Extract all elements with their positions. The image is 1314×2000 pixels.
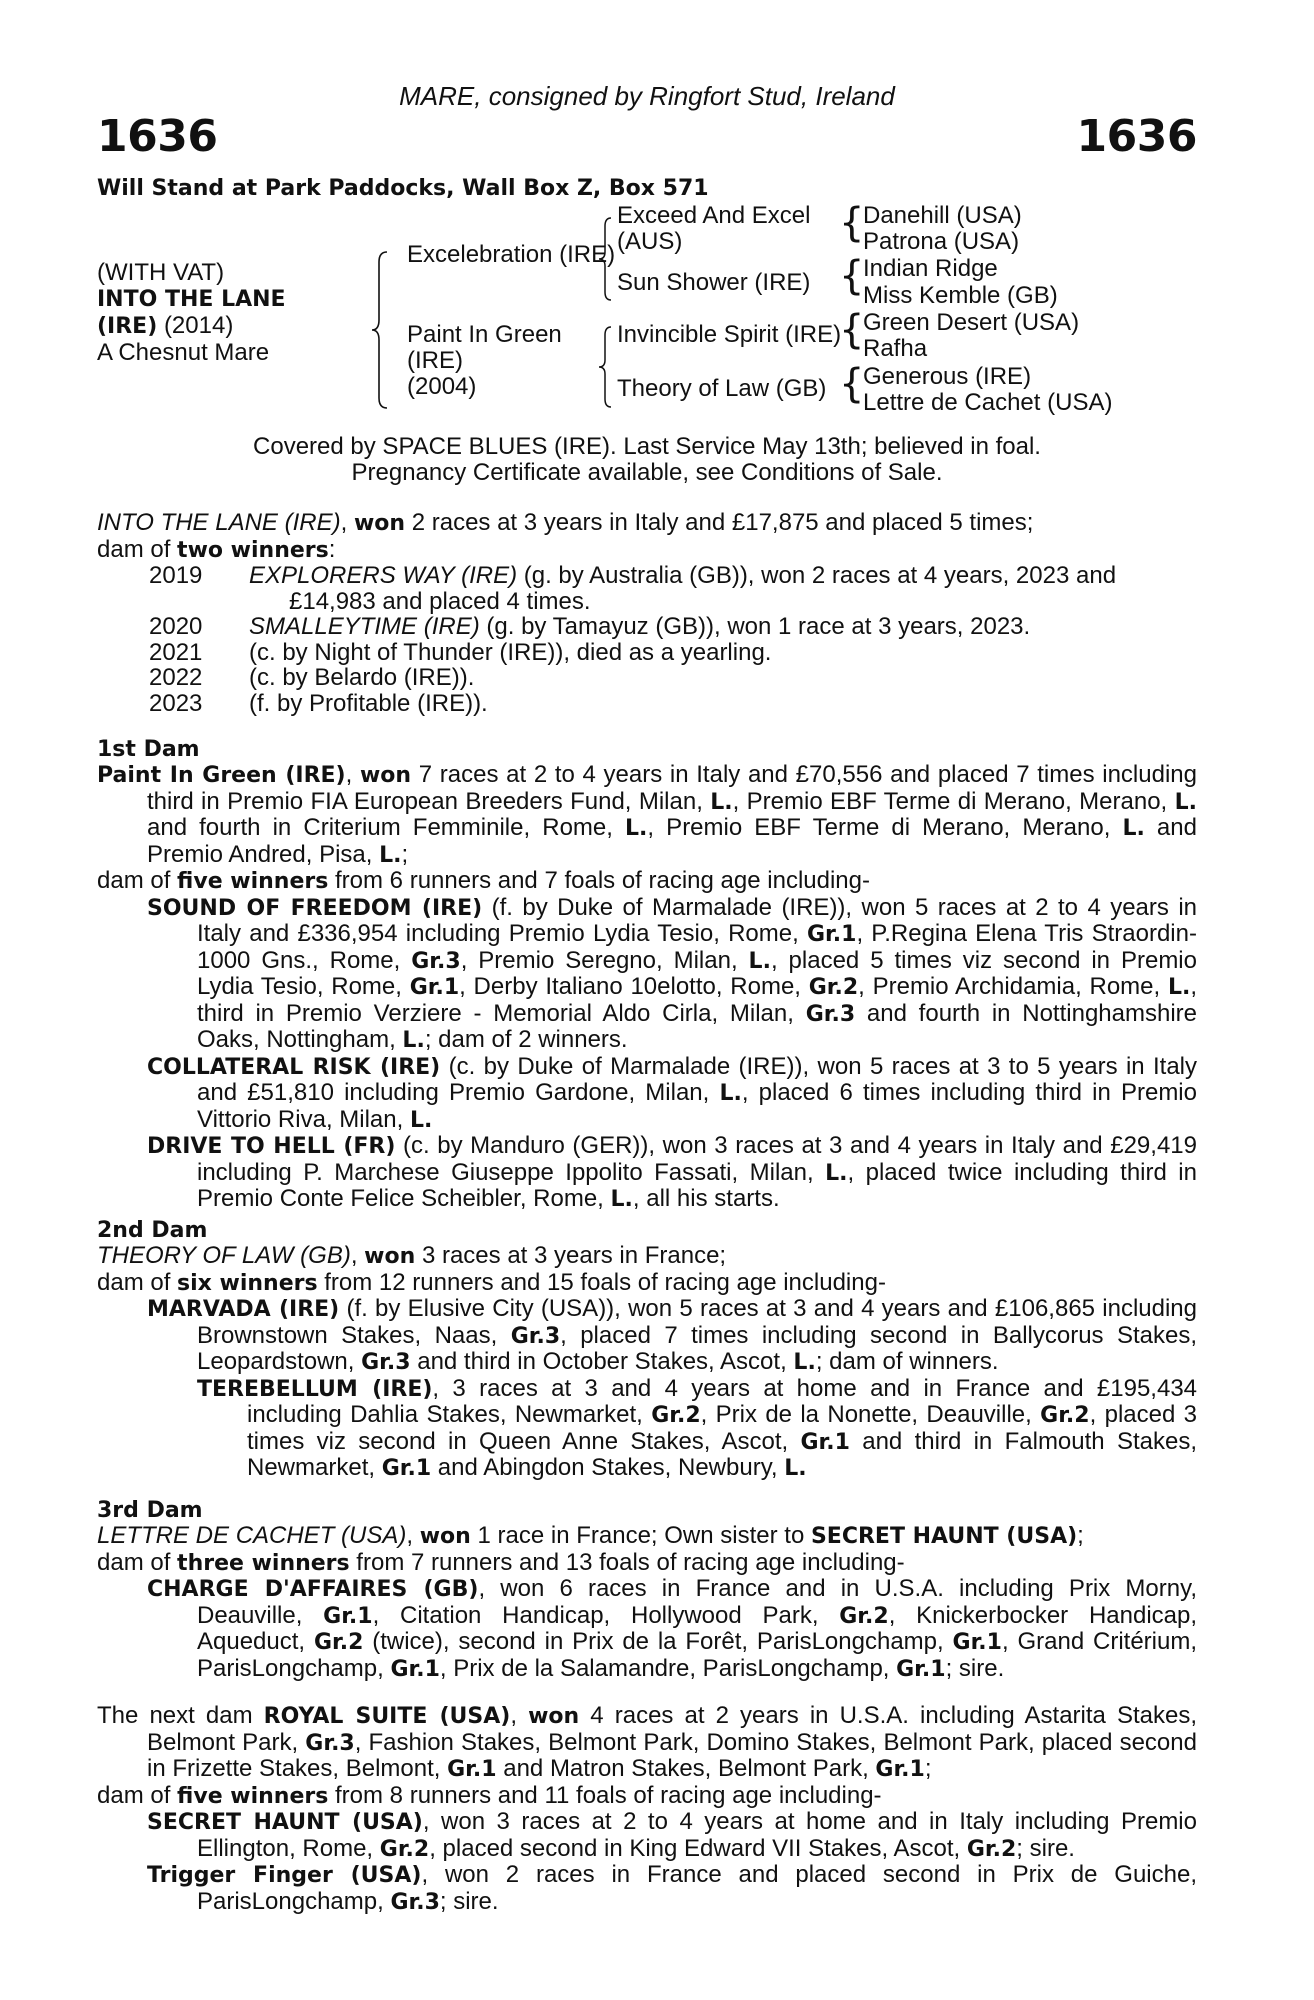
dam-brace	[597, 325, 613, 409]
sire-brace	[597, 216, 613, 302]
horse-description: A Chesnut Mare	[97, 339, 270, 366]
produce-text: (f. by Profitable (IRE)).	[249, 689, 488, 717]
produce-text: (g. by Australia (GB)), won 2 races at 4 years, 2023 and	[517, 562, 1117, 589]
grade-badge: L.	[1122, 816, 1145, 841]
stand-location: Will Stand at Park Paddocks, Wall Box Z, Box 571	[97, 176, 709, 201]
offspring-text: , Prix de la Nonette, Deauville,	[700, 1401, 1041, 1428]
produce-text: (g. by Tamayuz (GB)), won 1 race at 3 years, 2023.	[479, 613, 1031, 640]
first-dam-text: , Premio EBF Terme di Merano, Merano,	[732, 787, 1175, 815]
second-dam-title: 2nd Dam	[97, 1218, 208, 1243]
offspring-name: Trigger Finger (USA)	[147, 1863, 422, 1888]
dam-sire-dam: Rafha	[863, 335, 928, 362]
record-name: INTO THE LANE (IRE)	[97, 509, 341, 536]
record-text: 2 races at 3 years in Italy and £17,875 and placed 5 times;	[405, 509, 1034, 536]
dam-of-winners: five winners	[177, 869, 329, 894]
offspring-text: and fourth in Nottinghamshire Oaks, Nottingham,	[197, 999, 1198, 1053]
first-dam-text: ;	[401, 840, 409, 868]
second-dam-won: won	[364, 1244, 416, 1269]
produce-row	[97, 665, 1197, 691]
sire: Excelebration (IRE)	[407, 241, 616, 268]
dam-of-label: dam of	[97, 867, 178, 894]
dam-sire-sire: Green Desert (USA)	[863, 309, 1080, 336]
sire-sire-line: Exceed And Excel	[617, 202, 811, 229]
dam-name	[407, 322, 562, 400]
offspring-text: , Premio Seregno, Milan,	[460, 946, 749, 974]
grade-badge: L.	[719, 1081, 742, 1106]
offspring-text: , Grand Critérium, ParisLongchamp,	[197, 1628, 1198, 1682]
grade-badge: Gr.1	[390, 1656, 440, 1682]
dam-of-winners: five winners	[177, 1783, 329, 1809]
dam-of-winners: two winners	[177, 537, 329, 563]
second-dam-section: 2nd Dam THEORY OF LAW (GB), won 3 races at 3 years in France; dam of six winners from 12 runners and 15 foals of racing age including- MARVADA (IRE) (f. by Elusive City (USA)), won 5 races at 3 and 4 years and £106,865 including Brownstown Stakes, Naas, Gr.3, placed 7 times including second in Ballycorus Stakes, Leopardstown, Gr.3 and third in October Stakes, Ascot, L.; dam of winners. TEREBELLUM (IRE), 3 races at 3 and 4 years at home and in France and £195,434 including Dahlia Stakes, Newmarket, Gr.2, Prix de la Nonette, Deauville, Gr.2, placed 3 times viz second in Queen Anne Stakes, Ascot, Gr.1 and third in Falmouth Stakes, Newmarket, Gr.1 and Abingdon Stakes, Newbury, L.	[97, 1218, 1198, 1481]
offspring-text: , Citation Handicap, Hollywood Park,	[372, 1601, 840, 1629]
grade-badge: Gr.1	[409, 975, 460, 1000]
offspring-name: SOUND OF FREEDOM (IRE)	[147, 895, 483, 921]
dam-dam: Theory of Law (GB)	[617, 375, 827, 402]
offspring-text: (f. by Elusive City (USA)), won 5 races at 3 and 4 years and £106,865 including Brownstown Stakes, Naas,	[197, 1295, 1197, 1349]
first-dam-won: won	[359, 763, 412, 788]
consignor-line: MARE, consigned by Ringfort Stud, Ireland	[399, 81, 895, 111]
next-dam-label: The next dam	[97, 1702, 264, 1729]
offspring-text: ; dam of winners.	[815, 1348, 999, 1375]
horse-year: (2014)	[163, 312, 234, 339]
produce-year: 2021	[149, 638, 203, 666]
produce-name: SMALLEYTIME (IRE)	[249, 613, 480, 640]
third-dam-text: ;	[1077, 1522, 1084, 1549]
grade-badge: Gr.2	[313, 1630, 364, 1655]
pregnancy-line: Pregnancy Certificate available, see Conditions of Sale.	[351, 458, 943, 486]
offspring-text: , won 3 races at 2 to 4 years at home and in Italy including Premio Ellington, Rome,	[197, 1808, 1197, 1862]
offspring-text: , Prix de la Salamandre, ParisLongchamp,	[439, 1654, 897, 1682]
produce-text: (c. by Night of Thunder (IRE)), died as a yearling.	[249, 638, 772, 666]
gen3-brace-3: {	[839, 307, 865, 353]
produce-details	[249, 665, 1197, 691]
offspring-text: (twice), second in Prix de la Forêt, ParisLongchamp,	[363, 1628, 953, 1655]
offspring-text: , placed 6 times including third in Premio Vittorio Riva, Milan,	[197, 1079, 1197, 1133]
offspring-text: , 3 races at 3 and 4 years at home and in France and £195,434 including Dahlia Stakes, Newmarket,	[247, 1374, 1198, 1428]
offspring-text: , placed 7 times including second in Ballycorus Stakes, Leopardstown,	[197, 1321, 1197, 1375]
offspring-text: (c. by Manduro (GER)), won 3 races at 3 and 4 years in Italy and £29,419 including P. Marchese Giuseppe Ippolito Fassati, Milan,	[197, 1132, 1197, 1186]
offspring-text: , placed twice including third in Premio Conte Felice Scheibler, Rome,	[197, 1158, 1197, 1212]
offspring-text: ; sire.	[1016, 1834, 1075, 1862]
grade-badge: Gr.1	[896, 1656, 946, 1682]
offspring-text: , third in Premio Verziere - Memorial Aldo Cirla, Milan,	[197, 973, 1198, 1027]
grade-badge: L.	[625, 816, 648, 841]
next-dam-text: and Matron Stakes, Belmont Park,	[496, 1755, 876, 1782]
offspring-name: SECRET HAUNT (USA)	[147, 1810, 423, 1835]
subject-block	[97, 260, 337, 366]
produce-details	[249, 691, 1197, 717]
next-dam-won: won	[528, 1704, 580, 1729]
third-dam-won: won	[419, 1524, 471, 1549]
dam-dam-sire: Generous (IRE)	[863, 363, 1032, 390]
second-dam-text: 3 races at 3 years in France;	[415, 1242, 727, 1269]
offspring-text: and third in Falmouth Stakes, Newmarket,	[247, 1427, 1197, 1481]
grade-badge: Gr.3	[805, 1001, 856, 1027]
grade-badge: Gr.2	[808, 975, 859, 1000]
dam-of-text: from 8 runners and 11 foals of racing age including-	[328, 1781, 882, 1809]
horse-country: (IRE)	[97, 314, 158, 339]
lot-number-right: 1636	[1076, 111, 1197, 162]
offspring-name: DRIVE TO HELL (FR)	[147, 1134, 396, 1159]
offspring-name: COLLATERAL RISK (IRE)	[147, 1054, 441, 1080]
grade-badge: Gr.2	[651, 1403, 701, 1428]
next-dam-text: ;	[924, 1755, 932, 1782]
gen3-brace-1: {	[839, 200, 865, 246]
produce-list	[97, 563, 1197, 716]
next-dam-name: ROYAL SUITE (USA)	[263, 1704, 511, 1729]
produce-details	[249, 614, 1197, 640]
offspring-text: , Premio Archidamia, Rome,	[858, 973, 1168, 1000]
produce-details	[249, 563, 1197, 614]
first-dam-title: 1st Dam	[97, 737, 200, 762]
horse-name: INTO THE LANE	[97, 287, 286, 312]
grade-badge: L.	[409, 1107, 433, 1133]
dam-line: Paint In Green	[407, 321, 562, 348]
first-dam-text: and Premio Andred, Pisa,	[147, 814, 1197, 868]
produce-row	[97, 614, 1197, 640]
next-dam-text: , Fashion Stakes, Belmont Park, Domino Stakes, Belmont Park, placed second in Frizette Stakes, Belmont,	[147, 1728, 1197, 1782]
grade-badge: L.	[379, 842, 402, 868]
produce-row	[97, 640, 1197, 666]
offspring-text: , Knickerbocker Handicap, Aqueduct,	[197, 1601, 1198, 1655]
produce-name: EXPLORERS WAY (IRE)	[249, 562, 518, 589]
offspring-text: , Derby Italiano 10elotto, Rome,	[459, 973, 809, 1000]
gen3-brace-2: {	[839, 253, 865, 299]
grade-badge: Gr.1	[875, 1757, 925, 1782]
grand-offspring-name: TEREBELLUM (IRE)	[197, 1376, 433, 1402]
first-dam-text: , Premio EBF Terme di Merano, Merano,	[647, 814, 1123, 841]
sire-sire-dam: Patrona (USA)	[863, 228, 1020, 255]
grade-badge: L.	[1167, 975, 1191, 1000]
offspring-name: CHARGE D'AFFAIRES (GB)	[147, 1577, 479, 1602]
covered-line: Covered by SPACE BLUES (IRE). Last Service May 13th; believed in foal.	[253, 433, 1041, 460]
offspring-text: , won 2 races in France and placed second in Prix de Guiche, ParisLongchamp,	[197, 1861, 1197, 1915]
grade-badge: L.	[825, 1160, 848, 1186]
vat-note: (WITH VAT)	[97, 259, 225, 286]
offspring-text: ; sire.	[945, 1654, 1005, 1682]
dam-year: (2004)	[407, 373, 477, 400]
grade-badge: Gr.1	[952, 1630, 1002, 1655]
first-dam-name: Paint In Green (IRE)	[97, 763, 346, 788]
produce-text: (c. by Belardo (IRE)).	[249, 664, 475, 691]
grade-badge: L.	[748, 948, 771, 974]
grade-badge: Gr.3	[411, 948, 461, 974]
first-dam-text: and fourth in Criterium Femminile, Rome,	[147, 814, 626, 841]
grade-badge: Gr.3	[305, 1730, 355, 1756]
grade-badge: L.	[784, 1456, 807, 1481]
third-dam-name: LETTRE DE CACHET (USA)	[97, 1522, 407, 1549]
dam-country: (IRE)	[407, 347, 463, 374]
produce-year: 2020	[149, 613, 203, 640]
offspring-text: , placed 3 times viz second in Queen Anne Stakes, Ascot,	[247, 1401, 1198, 1455]
dam-of-label: dam of	[97, 1548, 178, 1576]
dam-of-label: dam of	[97, 1268, 178, 1296]
grade-badge: Gr.1	[807, 922, 857, 947]
offspring-text: , placed second in King Edward VII Stakes, Ascot,	[429, 1834, 967, 1862]
first-dam-section: 1st Dam Paint In Green (IRE), won 7 races at 2 to 4 years in Italy and £70,556 and placed 7 times including third in Premio FIA European Breeders Fund, Milan, L., Premio EBF Terme di Merano, Merano, L. and fourth in Criterium Femminile, Rome, L., Premio EBF Terme di Merano, Merano, L. and Premio Andred, Pisa, L.; dam of five winners from 6 runners and 7 foals of racing age including- SOUND OF FREEDOM (IRE) (f. by Duke of Marmalade (IRE)), won 5 races at 2 to 4 years in Italy and £336,954 including Premio Lydia Tesio, Rome, Gr.1, P.Regina Elena Tris Straordin-1000 Gns., Rome, Gr.3, Premio Seregno, Milan, L., placed 5 times viz second in Premio Lydia Tesio, Rome, Gr.1, Derby Italiano 10elotto, Rome, Gr.2, Premio Archidamia, Rome, L., third in Premio Verziere - Memorial Aldo Cirla, Milan, Gr.3 and fourth in Nottinghamshire Oaks, Nottingham, L.; dam of 2 winners. COLLATERAL RISK (IRE) (c. by Duke of Marmalade (IRE)), won 5 races at 3 to 5 years in Italy and £51,810 including Premio Gardone, Milan, L., placed 6 times including third in Premio Vittorio Riva, Milan, L. DRIVE TO HELL (FR) (c. by Manduro (GER)), won 3 races at 3 and 4 years in Italy and £29,419 including P. Marchese Giuseppe Ippolito Fassati, Milan, L., placed twice including third in Premio Conte Felice Scheibler, Rome, L., all his starts.	[97, 737, 1198, 1212]
own-record: INTO THE LANE (IRE), won 2 races at 3 years in Italy and £17,875 and placed 5 times; dam of two winners: 2019 EXPLORERS WAY (IRE) (g. by Australia (GB)), won 2 races at 4 years, 2023 and £14,983 and placed 4 times. 2020 SMALLEYTIME (IRE) (g. by Tamayuz (GB)), won 1 race at 3 years, 2023. 2021 (c. by Night of Thunder (IRE)), died as a yearling. 2022 (c. by Belardo (IRE)). 2023 (f. by Profitable (IRE)).	[97, 510, 1197, 716]
lot-number-left: 1636	[97, 111, 218, 162]
dam-of-text: from 7 runners and 13 foals of racing age including-	[349, 1548, 905, 1576]
record-won: won	[353, 511, 406, 536]
dam-of-colon: :	[328, 535, 336, 563]
dam-of-text: from 6 runners and 7 foals of racing age including-	[328, 867, 870, 894]
offspring-text: , won 6 races in France and in U.S.A. including Prix Morny, Deauville,	[197, 1575, 1197, 1629]
grade-badge: Gr.2	[379, 1836, 430, 1862]
third-dam-text: 1 race in France; Own sister to	[470, 1522, 811, 1549]
produce-year: 2019	[149, 562, 203, 589]
offspring-text: , all his starts.	[632, 1185, 780, 1212]
grade-badge: Gr.2	[966, 1836, 1017, 1862]
pedigree-brace	[369, 250, 391, 410]
dam-of-text: from 12 runners and 15 foals of racing age including-	[317, 1268, 886, 1296]
dam-dam-dam: Lettre de Cachet (USA)	[863, 389, 1113, 416]
grade-badge: L.	[1174, 789, 1197, 815]
produce-details	[249, 640, 1197, 666]
third-dam-title: 3rd Dam	[97, 1498, 203, 1523]
grade-badge: Gr.2	[1040, 1403, 1090, 1428]
grade-badge: L.	[710, 789, 733, 815]
dam-of-winners: three winners	[177, 1550, 350, 1576]
dam-of-label: dam of	[97, 1781, 178, 1809]
grade-badge: L.	[610, 1187, 633, 1212]
grade-badge: L.	[793, 1350, 816, 1375]
grade-badge: Gr.3	[390, 1889, 440, 1915]
second-dam-name: THEORY OF LAW (GB)	[97, 1242, 351, 1269]
grade-badge: Gr.3	[361, 1350, 411, 1375]
produce-row	[97, 563, 1197, 614]
produce-year: 2023	[149, 689, 203, 717]
first-dam-text: 7 races at 2 to 4 years in Italy and £70,556 and placed 7 times including third in Premio FIA European Breeders Fund, Milan,	[147, 761, 1197, 815]
offspring-text: ; sire.	[439, 1887, 499, 1915]
gen3-brace-4: {	[839, 361, 865, 407]
offspring-text: and third in October Stakes, Ascot,	[410, 1348, 794, 1375]
sire-sire-sire: Danehill (USA)	[863, 202, 1022, 229]
offspring-text: ; dam of 2 winners.	[424, 1026, 628, 1053]
next-dam-text: 4 races at 2 years in U.S.A. including Astarita Stakes, Belmont Park,	[147, 1702, 1198, 1756]
offspring-text: and Abingdon Stakes, Newbury,	[431, 1454, 785, 1481]
offspring-text: , P.Regina Elena Tris Straordin-1000 Gns., Rome,	[197, 920, 1197, 974]
next-dam-section: The next dam ROYAL SUITE (USA), won 4 races at 2 years in U.S.A. including Astarita Stakes, Belmont Park, Gr.3, Fashion Stakes, Belmont Park, Domino Stakes, Belmont Park, placed second in Frizette Stakes, Belmont, Gr.1 and Matron Stakes, Belmont Park, Gr.1; dam of five winners from 8 runners and 11 foals of racing age including- SECRET HAUNT (USA), won 3 races at 2 to 4 years at home and in Italy including Premio Ellington, Rome, Gr.2, placed second in King Edward VII Stakes, Ascot, Gr.2; sire. Trigger Finger (USA), won 2 races in France and placed second in Prix de Guiche, ParisLongchamp, Gr.3; sire.	[97, 1702, 1198, 1915]
grade-badge: L.	[402, 1028, 425, 1053]
dam-sire: Invincible Spirit (IRE)	[617, 321, 842, 348]
produce-year: 2022	[149, 664, 203, 691]
sire-sire-country: (AUS)	[617, 228, 683, 255]
grade-badge: Gr.1	[381, 1456, 432, 1481]
sire-sire	[617, 203, 810, 255]
grade-badge: Gr.3	[510, 1323, 561, 1349]
sire-dam-dam: Miss Kemble (GB)	[863, 282, 1058, 309]
grade-badge: Gr.2	[839, 1603, 889, 1629]
produce-row	[97, 691, 1197, 717]
grade-badge: Gr.1	[800, 1429, 850, 1455]
grade-badge: Gr.1	[447, 1757, 497, 1782]
grade-badge: Gr.1	[323, 1603, 373, 1629]
dam-of-winners: six winners	[177, 1270, 318, 1296]
produce-continuation: £14,983 and placed 4 times.	[289, 587, 591, 615]
offspring-text: (c. by Duke of Marmalade (IRE)), won 5 races at 3 to 5 years in Italy and £51,810 including Premio Gardone, Milan,	[197, 1052, 1198, 1106]
offspring-text: , placed 5 times viz second in Premio Lydia Tesio, Rome,	[197, 946, 1197, 1000]
sister-name: SECRET HAUNT (USA)	[810, 1524, 1078, 1549]
offspring-name: MARVADA (IRE)	[147, 1297, 340, 1322]
dam-of-label: dam of	[97, 535, 178, 563]
covered-note	[97, 434, 1197, 485]
sire-dam-sire: Indian Ridge	[863, 255, 998, 282]
third-dam-section: 3rd Dam LETTRE DE CACHET (USA), won 1 race in France; Own sister to SECRET HAUNT (USA); dam of three winners from 7 runners and 13 foals of racing age including- CHARGE D'AFFAIRES (GB), won 6 races in France and in U.S.A. including Prix Morny, Deauville, Gr.1, Citation Handicap, Hollywood Park, Gr.2, Knickerbocker Handicap, Aqueduct, Gr.2 (twice), second in Prix de la Forêt, ParisLongchamp, Gr.1, Grand Critérium, ParisLongchamp, Gr.1, Prix de la Salamandre, ParisLongchamp, Gr.1; sire.	[97, 1498, 1198, 1682]
offspring-text: (f. by Duke of Marmalade (IRE)), won 5 races at 2 to 4 years in Italy and £336,954 including Premio Lydia Tesio, Rome,	[197, 893, 1197, 947]
sire-dam: Sun Shower (IRE)	[617, 269, 811, 296]
